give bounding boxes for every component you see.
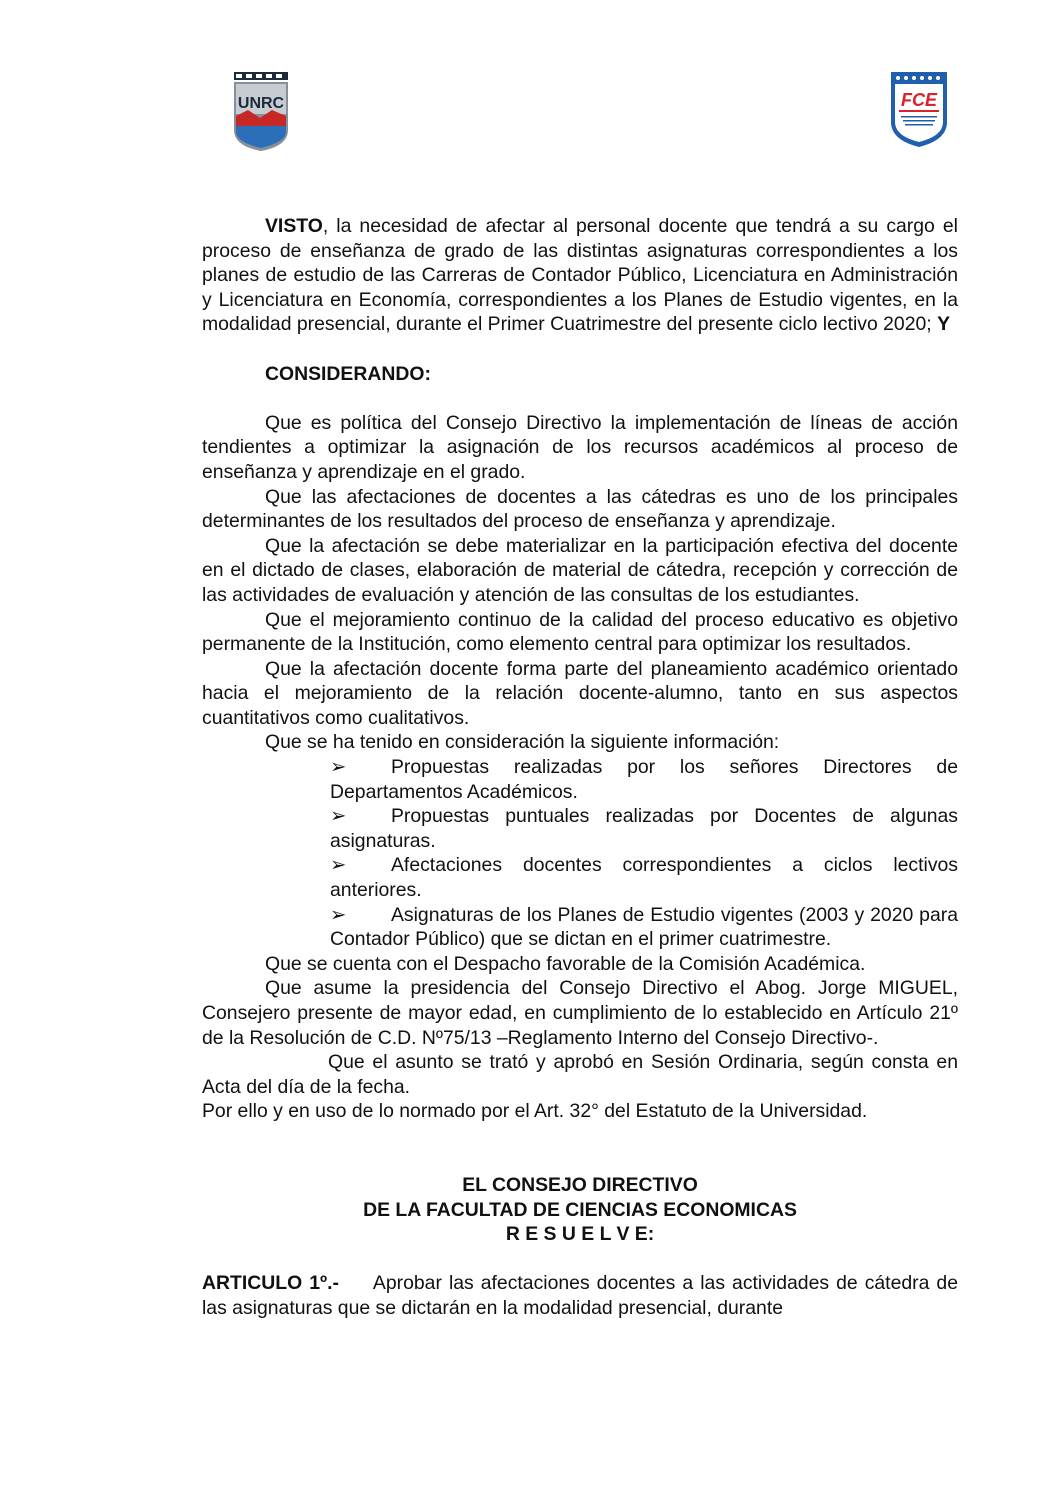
list-item: ➢ Asignaturas de los Planes de Estudio vigentes (2003 y 2020 para Contador Público) que se dictan en el primer cuatrimestre.	[330, 903, 958, 951]
considerando-heading: CONSIDERANDO:	[265, 362, 431, 385]
resolution-line-3: R E S U E L V E:	[505, 1223, 655, 1246]
considerando-paragraph-5: Que la afectación docente forma parte del planeamiento académico orientado hacia el mejoramiento de la relación docente-alumno, tanto en sus aspectos cuantitativos como cualitativos.	[202, 657, 958, 729]
arrow-bullet-icon: ➢	[330, 805, 347, 828]
list-item: ➢ Propuestas puntuales realizadas por Docentes de algunas asignaturas.	[330, 805, 958, 852]
visto-label: VISTO	[265, 215, 323, 237]
visto-tail: Y	[937, 313, 950, 336]
document-body	[202, 214, 958, 1321]
considerando-after-1: Que se cuenta con el Despacho favorable de la Comisión Académica.	[265, 952, 866, 975]
sesion-paragraph: Que el asunto se trató y aprobó en Sesión Ordinaria, según consta en Acta del día de la fecha.	[202, 1051, 958, 1098]
considerando-after-2: Que asume la presidencia del Consejo Directivo el Abog. Jorge MIGUEL, Consejero presente de mayor edad, en cumplimiento de lo establecido en Artículo 21º de la Resolución de C.D. Nº75/13 –Reglamento Interno del Consejo Directivo-.	[202, 977, 958, 1049]
considerando-paragraph-6: Que se ha tenido en consideración la siguiente información:	[265, 731, 780, 754]
articulo-1-label: ARTICULO 1º.-	[202, 1272, 339, 1295]
arrow-bullet-icon: ➢	[330, 854, 347, 877]
arrow-bullet-icon: ➢	[330, 756, 347, 779]
por-ello-paragraph: Por ello y en uso de lo normado por el Art. 32° del Estatuto de la Universidad.	[202, 1100, 868, 1123]
list-item: ➢ Afectaciones docentes correspondientes a ciclos lectivos anteriores.	[330, 854, 958, 902]
resolution-line-1: EL CONSEJO DIRECTIVO	[462, 1173, 698, 1196]
considerando-paragraph-3: Que la afectación se debe materializar en la participación efectiva del docente en el dictado de clases, elaboración de material de cátedra, recepción y corrección de las actividades de evaluación y atención de las consultas de los estudiantes.	[202, 534, 958, 606]
considerando-paragraph-2: Que las afectaciones de docentes a las cátedras es uno de los principales determinantes de los resultados del proceso de enseñanza y aprendizaje.	[202, 485, 958, 533]
visto-paragraph	[202, 214, 958, 337]
considerando-paragraph-1: Que es política del Consejo Directivo la implementación de líneas de acción tendientes a optimizar la asignación de los recursos académicos al proceso de enseñanza y aprendizaje en el grado.	[202, 411, 958, 483]
resolution-line-2: DE LA FACULTAD DE CIENCIAS ECONOMICAS	[363, 1198, 797, 1221]
svg-text:UNRC: UNRC	[237, 95, 285, 112]
list-item: ➢ Propuestas realizadas por los señores Directores de Departamentos Académicos.	[330, 756, 958, 803]
articulo-1-paragraph	[202, 1271, 958, 1320]
arrow-bullet-icon: ➢	[330, 903, 347, 926]
unrc-logo	[232, 70, 290, 152]
fce-logo	[889, 70, 949, 148]
articulo-1-text: Aprobar las afectaciones docentes a las actividades de cátedra de las asignaturas que se dictarán en la modalidad presencial, durante	[202, 1272, 958, 1319]
svg-text:FCE: FCE	[901, 90, 937, 110]
considerando-paragraph-4: Que el mejoramiento continuo de la calidad del proceso educativo es objetivo permanente de la Institución, como elemento central para optimizar los resultados.	[202, 608, 958, 656]
info-bullet-list	[202, 755, 958, 952]
visto-text: , la necesidad de afectar al personal docente que tendrá a su cargo el proceso de enseñanza de grado de las distintas asignaturas correspondientes a los planes de estudio de las Carreras de Contador Público, Licenciatura en Administración y Licenciatura en Economía, correspondientes a los Planes de Estudio vigentes, en la modalidad presencial, durante el Primer Cuatrimestre del presente ciclo lectivo 2020;	[202, 215, 958, 336]
